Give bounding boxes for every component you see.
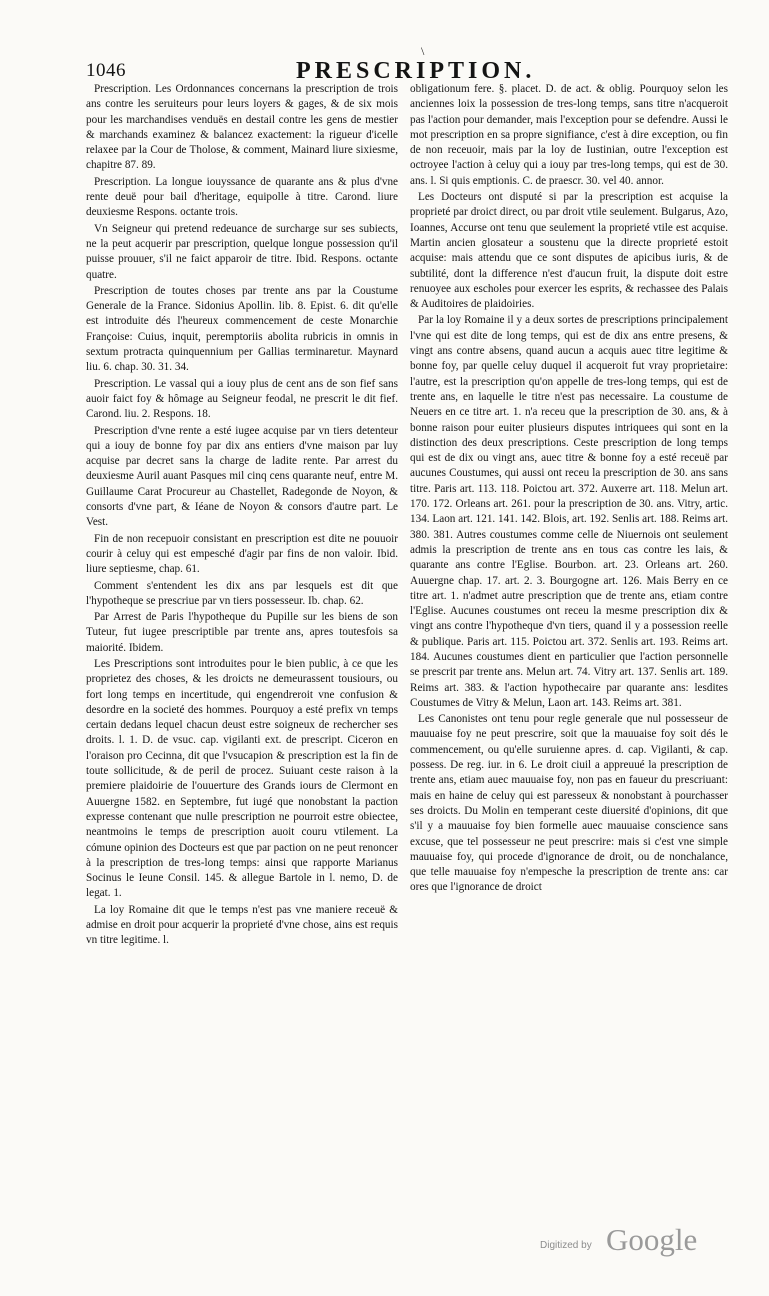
paragraph: Les Canonistes ont tenu pour regle generale que nul possesseur de mauuaise foy ne peut prescrire, soit que la mauuaise foy soit dés le commencement, ou qu'elle suruienne apres. d. cap. Vigilanti, & cap. possess. De reg. iur. in 6. Le droit ciuil a appreuué la prescription de trente ans, etiam auec mauuaise foy, non pas en faueur du prescriuant: mais en haine de celuy qui est paresseux & nonobstant à pourchasser ses droicts. Du Molin en temperant ceste diuersité d'opinions, dit que s'il y a mauuaise foy bien formelle auec mauuaise conscience sans excuse, que tel possesseur ne peut prescrire: mais si c'est vne simple mauuaise foy, qui procede d'ignorance de droit, ou de nonchalance, que telle mauuaise foy n'empesche la prescription de trente ans: car ores que l'ignorance de droict bbox=[410, 713, 728, 894]
running-title: PRESCRIPTION. bbox=[296, 58, 536, 84]
right-text-column bbox=[410, 82, 728, 1232]
paragraph: Vn Seigneur qui pretend redeuance de surcharge sur ses subiects, ne la peut acquerir par prescription, quelque longue possession qu'il puisse prouuer, s'il ne faict apparoir de titre. Ibid. Respons. octante quatre. bbox=[86, 222, 398, 281]
paragraph: Les Prescriptions sont introduites pour le bien public, à ce que les proprietez des choses, & les droicts ne demeurassent tousiours, ou fort long temps en incertitude, qui engendreroit vne confusion & desordre en la societé des hommes. Pourquoy a esté prefix vn temps certain dedans lequel chacun deust estre soigneux de rechercher ses droits. l. 1. D. de vsuc. cap. vigilanti ext. de prescript. Ciceron en l'oraison pro Cecinna, dit que l'vsucapion & prescription est la fin de toute sollicitude, & de peril de procez. Suiuant ceste raison à la premiere plaidoirie de l'ouuerture des Grands iours de Clermont en Auuergne 1582. en Septembre, fut iugé que nonobstant la paction expresse contenant que nulle prescription ne pourroit estre obiectee, neantmoins le temps de prescription auoit couru vtilement. La cómune opinion des Docteurs est que par paction on ne peut renoncer à la prescription de tres-long temps: ainsi que rapporte Marianus Socinus le Ieune Consil. 145. & allegue Bartole in l. nemo, D. de legat. 1. bbox=[86, 657, 398, 900]
header-mark: \ bbox=[421, 44, 425, 58]
page-header bbox=[86, 44, 726, 84]
paragraph: Comment s'entendent les dix ans par lesquels est dit que l'hypotheque se prescriue par vn tiers possesseur. Ib. chap. 62. bbox=[86, 579, 398, 607]
paragraph: Prescription de toutes choses par trente ans par la Coustume Generale de la France. Sidonius Apollin. lib. 8. Epist. 6. dit qu'elle est introduite dés l'heureux commencement de ceste Monarchie Françoise: Cuius, inquit, peremptoriis abolita rubricis in omnis in sextum protracta quinquennium per Gallias terminaretur. Maynard liu. 6. chap. 30. 31. 34. bbox=[86, 284, 398, 374]
paragraph: La loy Romaine dit que le temps n'est pas vne maniere receuë & admise en droit pour acquerir la proprieté d'vne chose, ains est requis vn titre legitime. l. bbox=[86, 903, 398, 947]
paragraph: Les Docteurs ont disputé si par la prescription est acquise la proprieté par droict direct, ou par droit vtile seulement. Bulgarus, Azo, Ioannes, Accurse ont tenu que seulement la proprieté vtile est acquise. Martin ancien glosateur a soustenu que la directe proprieté estoit acquise: mais attendu que ce sont disputes de apicibus iuris, & de subtilité, dont la difference n'est d'aucun fruit, la dispute doit estre renuoyee aux escholes pour exercer les esprits, & rechassee des Palais & Auditoires de plaidoiries. bbox=[410, 191, 728, 311]
paragraph: Prescription. Les Ordonnances concernans la prescription de trois ans contre les seruiteurs pour leurs loyers & gages, & de six mois pour les marchandises venduës en destail contre les gens de mestier & marchands examinez & balancez exactement: la rigueur d'icelle relaxee par la Cour de Tholose, & comment, Mainard liure sixiesme, chapitre 87. 89. bbox=[86, 83, 398, 172]
google-watermark bbox=[540, 1222, 750, 1266]
paragraph: Prescription. La longue iouyssance de quarante ans & plus d'vne rente deuë pour bail d'heritage, equipolle à titre. Carond. liure deuxiesme Respons. octante trois. bbox=[86, 175, 398, 219]
paragraph: Par la loy Romaine il y a deux sortes de prescriptions principalement l'vne qui est dite de long temps, qui est de dix ans entre presens, & vingt ans contre absens, quand aucun a acquis auec titre legitime & bonne foy, par quelle celuy duquel il acqueroit fut vray proprietaire: l'autre, est la prescription qu'on appelle de tres-long temps, qui est de trente ans, en laquelle le titre n'est pas necessaire. La coustume de Neuers en ce titre art. 1. n'a receu que la prescription de 30. ans, & à bonne raison pour euiter plusieurs disputes intriquees qui sont en la distinction des deux prescriptions. Ceste prescription de long temps qui est de dix ou vingt ans, auec titre & bonne foy a esté receuë par aucunes Coustumes, qui aussi ont receu la prescription de 30. ans sans titre. Paris art. 113. 118. Poictou art. 372. Auxerre art. 118. Melun art. 170. 172. Orleans art. 261. pour la prescription de 30. ans. Vitry, artic. 134. Laon art. 121. 141. 142. Blois, art. 192. Senlis art. 188. Reims art. 380. 381. Autres coustumes comme celle de Niuernois ont seulement admis la prescription de trente ans en tous cas contre les lais, & quarante ans contre l'Eglise. Bourbon. art. 23. Orleans art. 260. Auuergne chap. 17. art. 2. 3. Bourgogne art. 126. Mais Berry en ce titre art. 1. n'admet autre prescription que de trente ans, etiam contre l'Eglise. Aucunes coustumes ont receu la mesme prescription dix & vingt ans contre l'hypotheque d'vn tiers, quand il y a possession reelle & publique. Paris art. 115. Poictou art. 372. Senlis art. 193. Reims art. 184. Aucunes coustumes dient en particulier que l'action personnelle se prescrit par trente ans. Melun art. 74. Vitry art. 137. Senlis art. 189. Reims art. 383. & l'action hypothecaire par quarante ans: lesdites Coustumes de Vitry & Melun, Laon art. 143. Reims art. 381. bbox=[410, 314, 728, 709]
paragraph: obligationum fere. §. placet. D. de act. & oblig. Pourquoy selon les anciennes loix la possession de tres-long temps, sans titre n'acqueroit pas l'action pour demander, mais l'exception pour se defendre. Aussi le mot prescription en sa propre signifiance, c'est à dire exception, ou fin de non receuoir, mais par la loy de Iustinian, outre l'exception est octroyee l'action à celuy qui a iouy par tres-long temps, qui est de 30. ans. l. Si quis emptionis. C. de praescr. 30. vel 40. annor. bbox=[410, 83, 728, 187]
paragraph: Prescription d'vne rente a esté iugee acquise par vn tiers detenteur qui a iouy de bonne foy par dix ans entiers d'vne maison par luy acquise par decret sans la charge de ladite rente. Par arrest du deuxiesme Auril auant Pasques mil cinq cens quarante neuf, entre M. Guillaume Carat Procureur au Chastellet, Radegonde de Noyon, & consorts d'vne part, & Iéane de Noyon & consors d'autre part. Le Vest. bbox=[86, 424, 398, 529]
page-number: 1046 bbox=[86, 60, 126, 81]
left-text-column bbox=[86, 82, 398, 1232]
google-logo: Google bbox=[606, 1222, 698, 1257]
paragraph: Prescription. Le vassal qui a iouy plus de cent ans de son fief sans auoir faict foy & hômage au Seigneur feodal, ne prescrit le dit fief. Carond. liu. 2. Respons. 18. bbox=[86, 377, 398, 421]
paragraph: Par Arrest de Paris l'hypotheque du Pupille sur les biens de son Tuteur, fut iugee prescriptible par trente ans, apres toutesfois sa maiorité. Ibidem. bbox=[86, 611, 398, 654]
paragraph: Fin de non recepuoir consistant en prescription est dite ne pouuoir courir à celuy qui est empesché d'agir par fins de non valoir. Ibid. liure septiesme, chap. 61. bbox=[86, 532, 398, 576]
digitized-by-label: Digitized by bbox=[540, 1240, 592, 1251]
